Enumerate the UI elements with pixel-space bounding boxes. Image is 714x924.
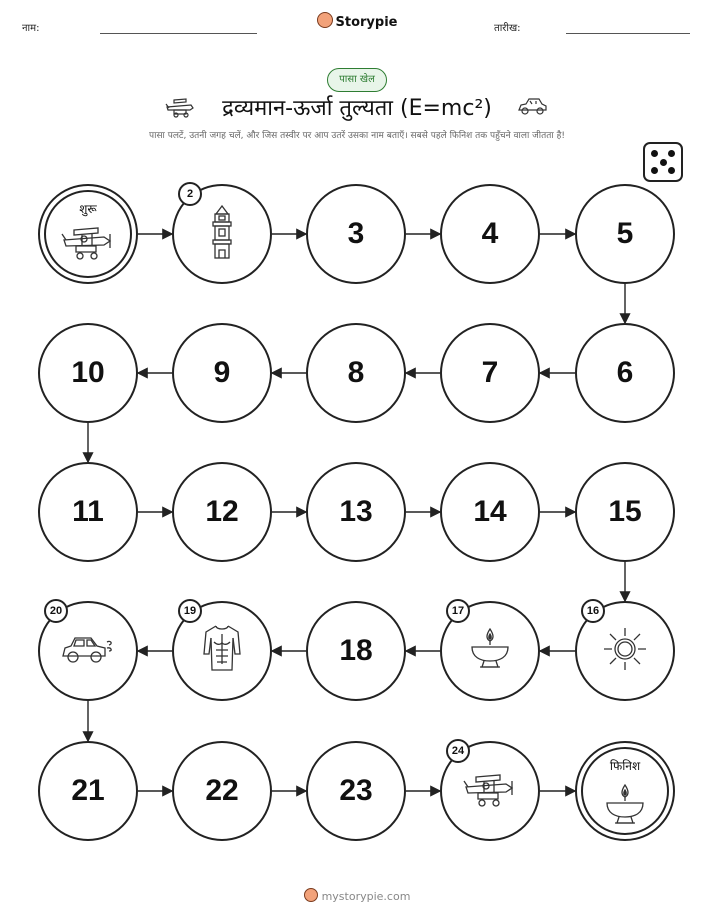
board-space	[38, 323, 138, 423]
board-space	[172, 601, 272, 701]
space-number: 14	[473, 495, 507, 528]
muscle-torso-icon	[202, 624, 242, 678]
date-label: तारीख:	[494, 23, 521, 34]
oil-lamp-icon	[603, 781, 647, 833]
board-space	[306, 601, 406, 701]
instructions: पासा पलटें, उतनी जगह चलें, और जिस तस्वीर पर आप उतरें उसका नाम बताएँ। सबसे पहले फिनिश तक पहुँचने वाला जीतता है!	[149, 131, 565, 141]
footer-url: mystorypie.com	[321, 890, 411, 903]
space-number: 24	[446, 739, 470, 763]
board-space	[440, 323, 540, 423]
space-number: 20	[44, 599, 68, 623]
space-number: 17	[446, 599, 470, 623]
space-number: 3	[347, 217, 365, 250]
oil-lamp-icon	[468, 625, 512, 677]
board-space	[440, 741, 540, 841]
airplane-icon	[462, 769, 518, 813]
start-space	[38, 184, 138, 284]
space-number: 15	[608, 495, 642, 528]
space-number: 16	[581, 599, 605, 623]
name-label: नाम:	[22, 23, 40, 34]
board-space	[306, 184, 406, 284]
brand-name: Storypie	[335, 15, 398, 30]
airplane-icon	[60, 222, 116, 266]
board-space	[172, 184, 272, 284]
board-space	[575, 184, 675, 284]
space-number: 13	[339, 495, 373, 528]
space-number: 5	[616, 217, 634, 250]
board-space	[575, 601, 675, 701]
space-number: 11	[72, 495, 104, 528]
footer	[0, 888, 714, 903]
board-space	[306, 741, 406, 841]
space-number: 12	[205, 495, 239, 528]
car-icon	[61, 632, 115, 670]
space-number: 21	[71, 774, 105, 807]
space-number: 9	[213, 356, 231, 389]
space-number: 22	[205, 774, 239, 807]
board-space	[38, 601, 138, 701]
space-number: 4	[481, 217, 499, 250]
space-number: 8	[347, 356, 365, 389]
storypie-logo-icon	[304, 888, 318, 902]
board-space	[440, 601, 540, 701]
space-number: 23	[339, 774, 373, 807]
board-space	[38, 741, 138, 841]
space-number: 7	[481, 356, 499, 389]
board-space	[172, 741, 272, 841]
sun-icon	[602, 626, 648, 676]
start-label: शुरू	[79, 202, 97, 216]
board-space	[440, 462, 540, 562]
space-number: 18	[339, 634, 373, 667]
board-space	[306, 323, 406, 423]
page-title: द्रव्यमान-ऊर्जा तुल्यता (E=mc²)	[222, 96, 492, 121]
board-space	[172, 462, 272, 562]
space-number: 19	[178, 599, 202, 623]
board-space	[172, 323, 272, 423]
finish-space	[575, 741, 675, 841]
board-space	[575, 462, 675, 562]
board-space	[575, 323, 675, 423]
board-space	[306, 462, 406, 562]
space-number: 10	[71, 356, 105, 389]
finish-label: फिनिश	[609, 759, 641, 773]
game-badge: पासा खेल	[327, 68, 387, 92]
board-space	[440, 184, 540, 284]
space-number: 6	[616, 356, 634, 389]
tower-icon	[207, 204, 237, 264]
space-number: 2	[178, 182, 202, 206]
board-space	[38, 462, 138, 562]
